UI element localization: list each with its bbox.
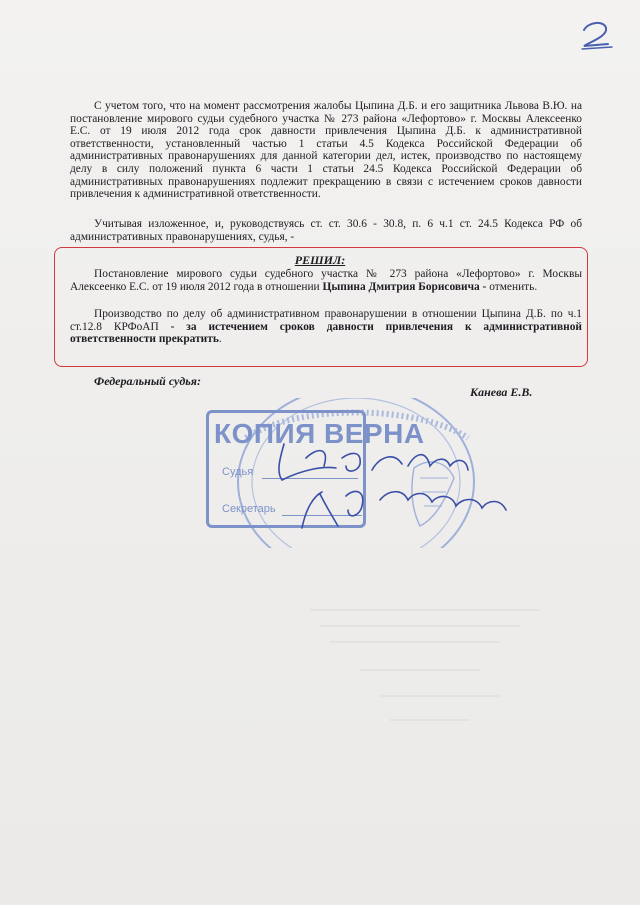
decision-1-end: отменить. bbox=[489, 280, 538, 293]
stamp-judge-label: Судья bbox=[222, 466, 254, 478]
handwritten-signatures bbox=[262, 436, 542, 536]
decision-2-end: . bbox=[218, 333, 222, 346]
stamp-secretary-label: Секретарь bbox=[222, 503, 276, 515]
considering-paragraph: С учетом того, что на момент рассмотрения жалобы Цыпина Д.Б. и его защитника Львова В.Ю. на постановление мирового судьи судебного участка № 273 района «Лефортово» г. Москвы Алексеенко Е.С. от 19 июля 2012 года срок давности привлечения Цыпина Д.Б. к административной ответственности, установленный частью 1 статьи 4.5 Кодекса Российской Федерации об административных правонарушениях для данной категории дел, истек, производство по настоящему делу в силу положений пункта 6 части 1 статьи 24.5 Кодекса Российской Федерации об административных правонарушениях подлежит прекращению в связи с истечением сроков давности привлечения к административной ответственности. bbox=[70, 100, 582, 201]
decision-1-bold: Цыпина Дмитрия Борисовича - bbox=[322, 280, 490, 293]
decision-heading: РЕШИЛ: bbox=[294, 253, 346, 267]
bleed-through-text bbox=[300, 600, 560, 740]
handwritten-page-number bbox=[578, 18, 618, 52]
judge-name: Канева Е.В. bbox=[470, 385, 533, 399]
decision-1-text: Постановление мирового судьи судебного участка № 273 района «Лефортово» г. Москвы Алексеенко Е.С. от 19 июля 2012 года в отношении bbox=[70, 268, 582, 293]
decision-2-text: Производство по делу об административном правонарушении в отношении Цыпина Д.Б. по ч.1 ст.12.8 КРФоАП bbox=[70, 308, 582, 333]
decision-paragraph-2 bbox=[70, 308, 582, 346]
decision-2-bold: - за истечением сроков давности привлечения к административной ответственности прекратить bbox=[70, 320, 582, 346]
decision-paragraph-1 bbox=[70, 268, 582, 293]
stamp-title: КОПИЯ ВЕРНА bbox=[214, 418, 425, 449]
guided-paragraph: Учитывая изложенное, и, руководствуясь ст. ст. 30.6 - 30.8, п. 6 ч.1 ст. 24.5 Кодекса РФ об административных правонарушениях, судья, - bbox=[70, 218, 582, 243]
judge-signature-label: Федеральный судья: bbox=[94, 374, 201, 388]
